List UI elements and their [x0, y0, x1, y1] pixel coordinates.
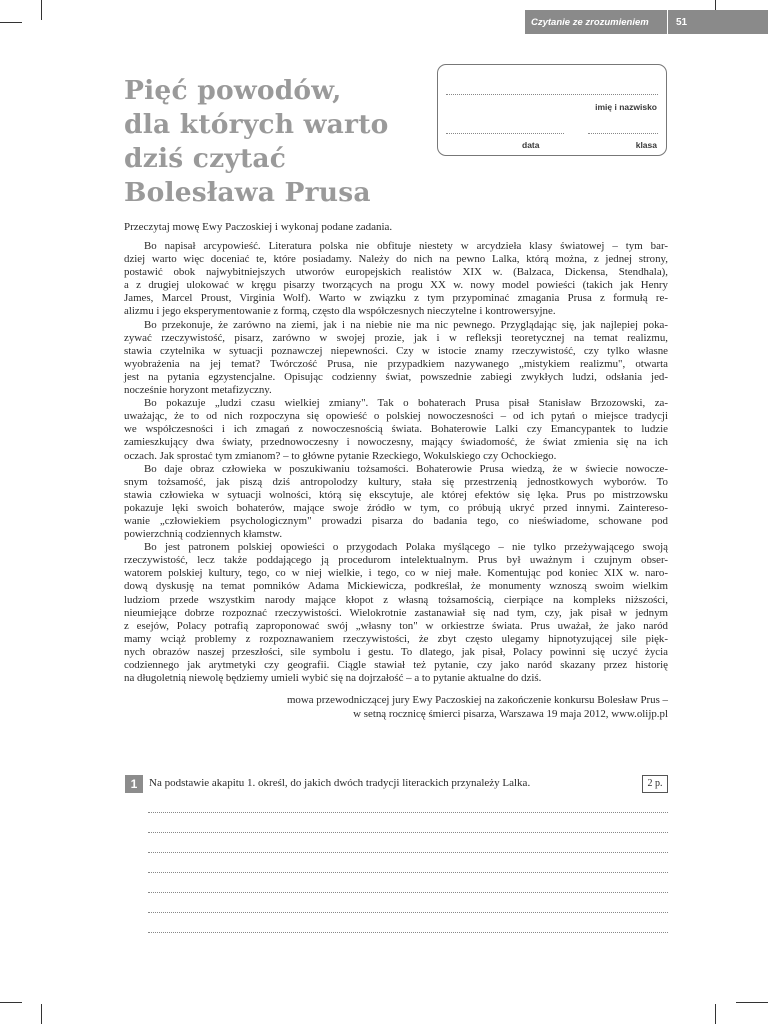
- answer-line[interactable]: [148, 932, 668, 933]
- paragraph-5: [124, 541, 668, 685]
- text-line: dową dyskusję na temat pomników Adama Mickiewicza, podkreślał, że monumenty wznoszą swoim wielkim: [124, 580, 668, 593]
- text-line: zamieszkujący dwa światy, przednowoczesny i nowoczesny, mający świadomość, że świat zmienia się na ich: [124, 436, 668, 449]
- text-line: dziej warto więc doceniać te, które posiadamy. Należy do nich na pewno Lalka, którą można, z jednej strony,: [124, 253, 668, 266]
- paragraph-3: [124, 397, 668, 462]
- text-line: Bo przekonuje, że zarówno na ziemi, jak i na niebie nie ma nic pewnego. Przyglądając się, jak najlepiej poka-: [144, 318, 668, 331]
- answer-line[interactable]: [148, 852, 668, 853]
- crop-mark: [715, 1004, 716, 1024]
- student-info-box: [437, 64, 667, 156]
- instruction: Przeczytaj mowę Ewy Paczoskiej i wykonaj podane zadania.: [124, 221, 393, 233]
- paragraph-2: [124, 319, 668, 398]
- page-number: 51: [676, 16, 688, 28]
- answer-line[interactable]: [148, 892, 668, 893]
- text-line: Bo napisał arcypowieść. Literatura polska nie obfituje niestety w arcydzieła klasy światowej – tym bar-: [144, 240, 668, 252]
- title-line: Bolesława Prusa: [124, 177, 371, 208]
- text-line: powierzchnią codziennych kłamstw.: [124, 528, 283, 541]
- text-line: Bo pokazuje „ludzi czasu wielkiej zmiany". Tak o bohaterach Prusa pisał Stanisław Brzozowski, za-: [144, 397, 668, 410]
- task-number-badge: 1: [125, 775, 143, 793]
- text-line: mamy wciąż problemy z rozpoznawaniem rzeczywistości, że zbyt często ulegamy hipnotyzującej sile pięk-: [124, 632, 668, 645]
- text-line: wyobrażenia na jej temat? Twórczość Prusa, nie przypadkiem nazywanego „mistykiem realizmu", otwarta: [124, 357, 668, 370]
- text-line: na długoletnią niewolę będziemy umieli wybić się na dojrzałość – a to pytanie aktualne do dziś.: [124, 672, 542, 685]
- text-line: jest na pytania egzystencjalne. Opisując codzienny świat, powszednie zabiegi zwykłych ludzi, odsłania jed-: [124, 370, 668, 383]
- text-line: nocześnie horyzont metafizyczny.: [124, 384, 272, 397]
- class-label: klasa: [635, 140, 657, 150]
- text-line: pokazuje lęki swoich bohaterów, mające swoje źródło w tym, co próbują ukryć przed innymi. Zaintereso-: [124, 501, 668, 514]
- title-line: dziś czytać: [124, 143, 287, 174]
- crop-mark: [41, 1004, 42, 1024]
- paragraph-4: [124, 463, 668, 542]
- text-line: codziennego jak arytmetyki czy geografii. Ciągle stawiał też pytanie, czy jako naród skazany przez historię: [124, 659, 668, 671]
- name-label: imię i nazwisko: [595, 102, 657, 112]
- crop-mark: [736, 1002, 768, 1003]
- text-line: postawić obok najwybitniejszych utworów europejskich realistów XIX w. (Balzaca, Dickensa, Stendhala),: [124, 266, 668, 279]
- crop-mark: [41, 0, 42, 20]
- citation-line: mowa przewodniczącej jury Ewy Paczoskiej na zakończenie konkursu Bolesław Prus –: [286, 694, 668, 707]
- answer-line[interactable]: [148, 812, 668, 813]
- date-field[interactable]: [446, 133, 564, 134]
- text-line: Bo daje obraz człowieka w poszukiwaniu tożsamości. Bohaterowie Prusa wiedzą, że w świecie nowocze-: [144, 462, 668, 475]
- paragraph-1: [124, 240, 668, 319]
- text-line: James, Marcel Proust, Virginia Wolf). Warto w związku z tym przypominać zmagania Prusa z formułą re-: [124, 292, 668, 305]
- article-body: [124, 221, 668, 721]
- citation-line: w setną rocznicę śmierci pisarza, Warszawa 19 maja 2012, www.olijp.pl: [353, 708, 668, 721]
- title-line: Pięć powodów,: [124, 75, 342, 106]
- title-line: dla których warto: [124, 109, 389, 140]
- answer-line[interactable]: [148, 872, 668, 873]
- text-line: nych obrazów naszej przeszłości, sile symbolu i gestu. To dlatego, jak pisał, Polacy powinni się uczyć życia: [124, 645, 668, 658]
- text-line: nieumiejące dobrze rozpoznać rzeczywistości. Wielokrotnie zastanawiał się nad tym, czy, jak pisał w jednym: [124, 606, 668, 619]
- points-badge: 2 p.: [642, 775, 668, 793]
- text-line: watorem polskiej kultury, tego, co w niej wielkie, i tego, co w niej małe. Komentując pod koniec XIX w. naro-: [124, 567, 668, 580]
- section-title: Czytanie ze zrozumieniem: [531, 16, 649, 28]
- text-line: a z drugiej ulokować w kręgu pisarzy tworzących na progu XX w. nowy model powieści (takich jak Henry: [124, 279, 668, 292]
- text-line: uważając, że to od nich rozpoczyna się opowieść o polskiej nowoczesności – od ich pytań o miejsce tradycji: [124, 410, 668, 423]
- text-line: stawia człowieka w sytuacji wolności, którą się ekscytuje, ale której efektów się lęka. Prus po mistrzowsku: [124, 488, 668, 501]
- section-header: [525, 10, 768, 34]
- text-line: alizmu i jego eksperymentowanie z formą, często dla współczesnych nieczytelne i kontrowersyjne.: [124, 305, 556, 318]
- text-line: zywać rzeczywistość, pisarz, zarówno w swojej prozie, jak i w refleksji teoretycznej na temat realizmu,: [124, 331, 668, 344]
- crop-mark: [0, 22, 22, 23]
- class-field[interactable]: [588, 133, 658, 134]
- text-line: Bo jest patronem polskiej opowieści o przygodach Polaka myślącego – nie tylko przeżywającego swoją: [144, 541, 668, 554]
- name-field[interactable]: [446, 94, 658, 95]
- task-prompt: Na podstawie akapitu 1. określ, do jakich dwóch tradycji literackich przynależy Lalka.: [149, 777, 531, 789]
- answer-line[interactable]: [148, 832, 668, 833]
- text-line: wanie „człowiekiem psychologicznym" prowadzi pisarza do badania tego, co nieświadome, schowane pod: [124, 514, 668, 527]
- text-line: snym tożsamość, jak piszą dziś antropolodzy kultury, stała się przestrzenią jednostkowych wyborów. To: [124, 475, 668, 488]
- text-line: stawia czytelnika w sytuacji poznawczej niepewności. Czy w istocie znamy rzeczywistość, czy tylko własne: [124, 344, 668, 357]
- answer-line[interactable]: [148, 912, 668, 913]
- text-line: rzeczywistość, lecz także poddającego ją procedurom intelektualnym. Prus był uważnym i czujnym obser-: [124, 554, 668, 567]
- source-citation: [124, 693, 668, 721]
- page-title: [124, 74, 424, 210]
- text-line: oczach. Jak sprostać tym zmianom? – to główne pytanie Rzeckiego, Wokulskiego czy Ochockiego.: [124, 449, 557, 462]
- text-line: z esejów, Polacy potrafią zaproponować swój „własny ton" w orkiestrze świata. Prus uważał, że jako naród: [124, 619, 668, 632]
- text-line: ludziom przede wszystkim narody mające kłopot z własną tożsamością, cierpiące na kompleks niższości,: [124, 593, 668, 606]
- text-line: we współczesności i ich zmagań z nowoczesnością świata. Bohaterowie Lalki czy Emancypantek to ludzie: [124, 423, 668, 436]
- date-label: data: [522, 140, 540, 150]
- crop-mark: [0, 1002, 22, 1003]
